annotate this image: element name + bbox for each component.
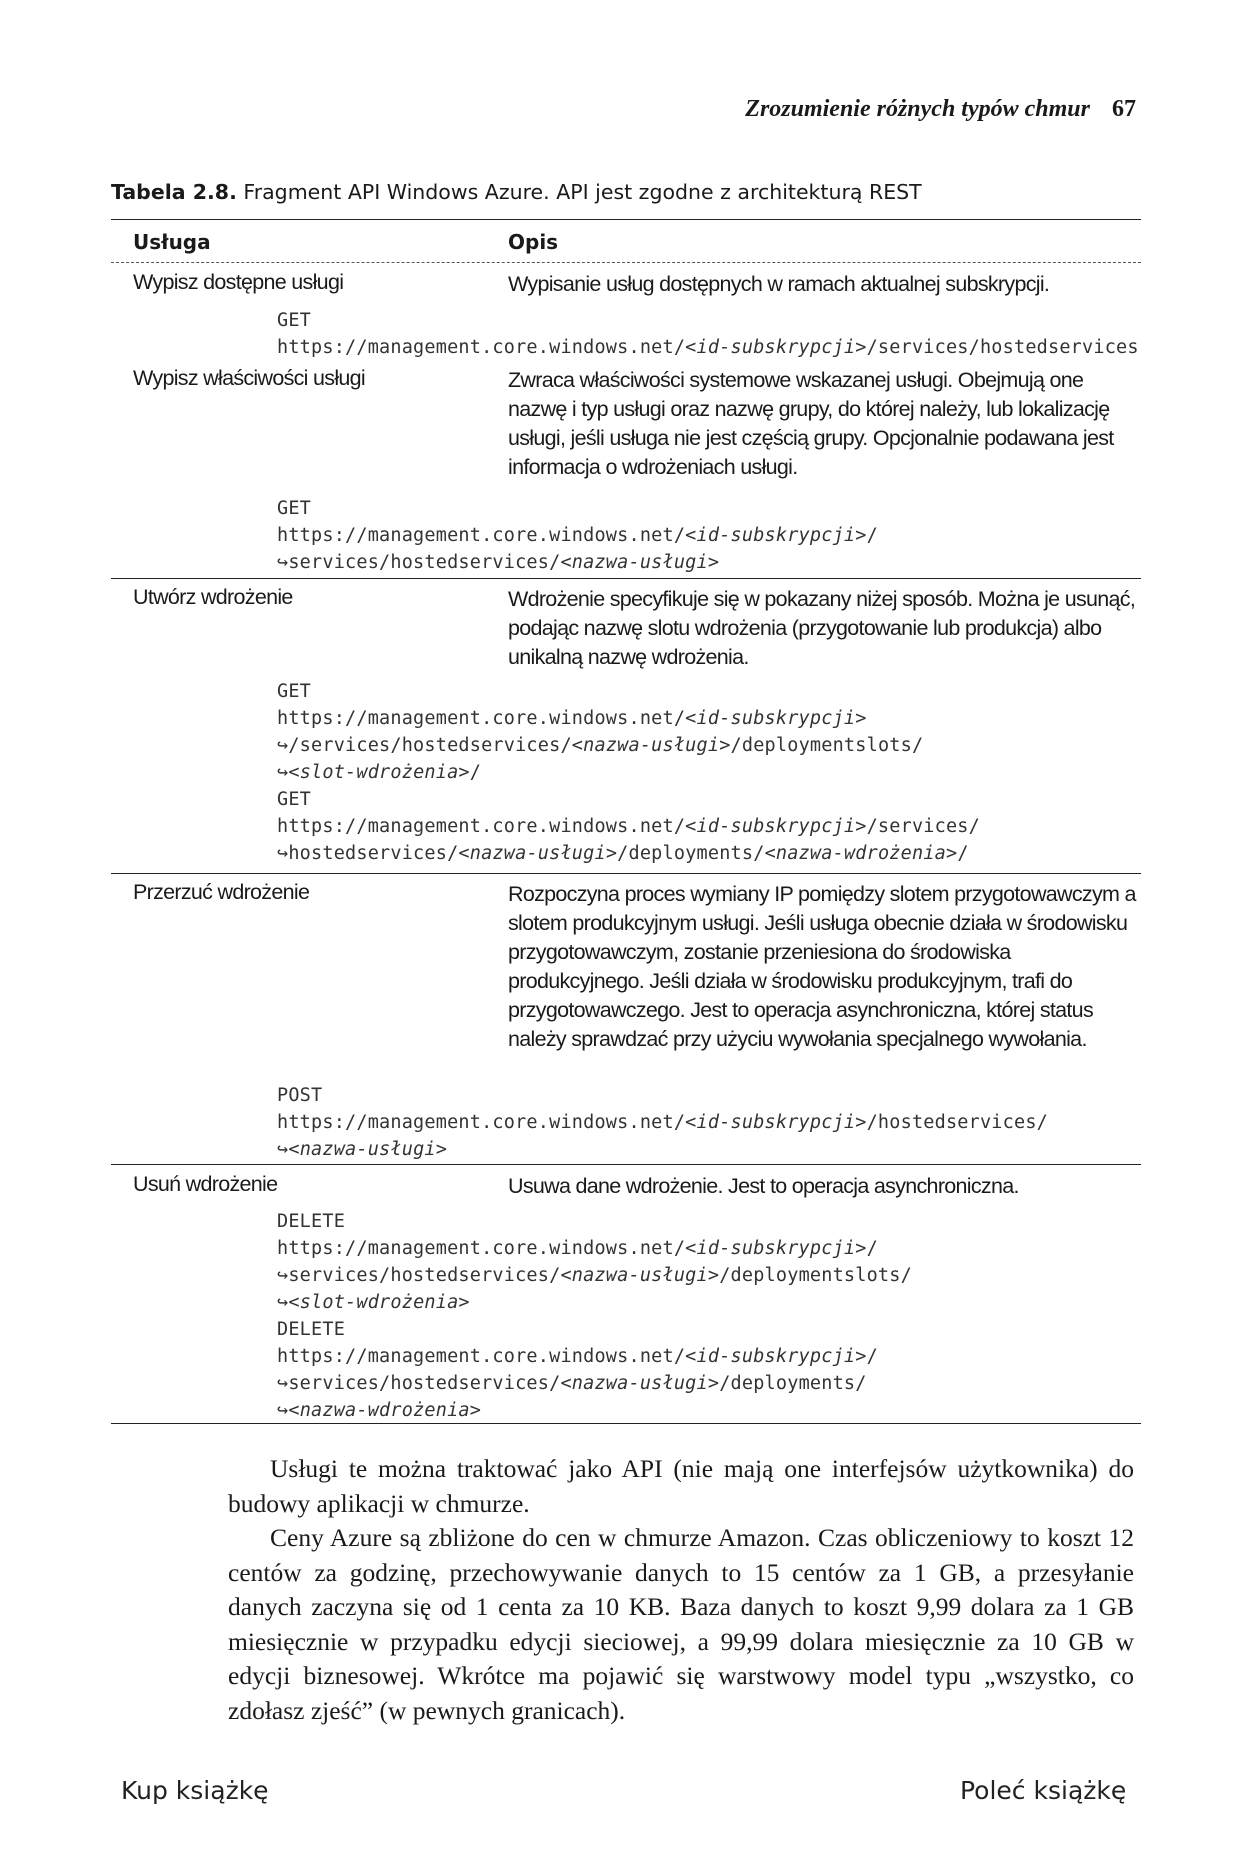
row-divider <box>111 578 1141 579</box>
service-name: Przerzuć wdrożenie <box>133 880 310 904</box>
table-bottom-rule <box>111 1423 1141 1424</box>
recommend-book-link[interactable]: Poleć książkę <box>960 1776 1127 1805</box>
table-caption <box>111 180 1141 204</box>
row-divider <box>111 1164 1141 1165</box>
buy-book-link[interactable]: Kup książkę <box>121 1776 269 1805</box>
column-header-description: Opis <box>508 230 559 254</box>
code-line: GET <box>277 310 312 331</box>
code-block <box>277 678 980 867</box>
table-header-rule <box>111 262 1141 263</box>
code-block <box>277 1082 1048 1163</box>
code-line: ↪services/hostedservices/<nazwa-usługi> <box>277 552 720 573</box>
code-line: ↪hostedservices/<nazwa-usługi>/deployments/<nazwa-wdrożenia>/ <box>277 843 969 864</box>
paragraph: Ceny Azure są zbliżone do cen w chmurze Amazon. Czas obliczeniowy to koszt 12 centów za godzinę, przechowywanie danych to 15 centów za 1 GB, a przesyłanie danych zaczyna się od 1 centa za 10 KB. Baza danych to koszt 9,99 dolara za 1 GB miesięcznie w przypadku edycji sieciowej, a 99,99 dolara miesięcznie za 10 GB w edycji biznesowej. Wkrótce ma pojawić się warstwowy model typu „wszystko, co zdołasz zjeść” (w pewnych granicach). <box>228 1523 1134 1725</box>
service-name: Wypisz dostępne usługi <box>133 270 344 294</box>
code-line: ↪<slot-wdrożenia>/ <box>277 762 482 783</box>
code-block <box>277 307 1139 361</box>
code-line: https://management.core.windows.net/<id-subskrypcji>/hostedservices/ <box>277 1112 1049 1133</box>
code-block <box>277 495 878 576</box>
code-line: https://management.core.windows.net/<id-subskrypcji>/services/hostedservices <box>277 337 1139 358</box>
service-name: Utwórz wdrożenie <box>133 585 293 609</box>
code-line: ↪<nazwa-usługi> <box>277 1139 448 1160</box>
body-text <box>228 1452 1134 1728</box>
code-line: https://management.core.windows.net/<id-subskrypcji>/ <box>277 1346 878 1367</box>
code-line: DELETE <box>277 1211 346 1232</box>
code-line: https://management.core.windows.net/<id-subskrypcji>/ <box>277 1238 878 1259</box>
service-description: Usuwa dane wdrożenie. Jest to operacja asynchroniczna. <box>508 1174 1019 1198</box>
service-description: Rozpoczyna proces wymiany IP pomiędzy slotem przygotowawczym a slotem produkcyjnym usługi. Jeśli usługa obecnie działa w środowisku przygotowawczym, zostanie przeniesiona do środowiska produkcyjnego. Jeśli działa w środowisku produkcyjnym, trafi do przygotowawczego. Jest to operacja asynchroniczna, której status należy sprawdzać przy użyciu wywołania specjalnego wywołania. <box>508 882 1136 1051</box>
service-name: Wypisz właściwości usługi <box>133 366 366 390</box>
code-line: https://management.core.windows.net/<id-subskrypcji>/services/ <box>277 816 980 837</box>
code-block <box>277 1208 912 1424</box>
code-line: https://management.core.windows.net/<id-subskrypcji>/ <box>277 525 878 546</box>
paragraph: Usługi te można traktować jako API (nie mają one interfejsów użytkownika) do budowy aplikacji w chmurze. <box>228 1454 1134 1518</box>
service-description: Zwraca właściwości systemowe wskazanej usługi. Obejmują one nazwę i typ usługi oraz nazwę grupy, do której należy, lub lokalizację usługi, jeśli usługa nie jest częścią grupy. Opcjonalnie podawana jest informacja o wdrożeniach usługi. <box>508 368 1114 479</box>
page-number: 67 <box>1112 96 1136 122</box>
code-line: DELETE <box>277 1319 346 1340</box>
code-line: ↪/services/hostedservices/<nazwa-usługi>/deploymentslots/ <box>277 735 924 756</box>
code-line: GET <box>277 498 312 519</box>
code-line: ↪services/hostedservices/<nazwa-usługi>/deploymentslots/ <box>277 1265 912 1286</box>
table-caption-label: Tabela 2.8. <box>111 180 237 204</box>
code-line: GET <box>277 789 312 810</box>
code-line: ↪<nazwa-wdrożenia> <box>277 1400 482 1421</box>
code-line: POST <box>277 1085 323 1106</box>
table-top-rule <box>111 219 1141 220</box>
service-name: Usuń wdrożenie <box>133 1172 278 1196</box>
code-line: ↪services/hostedservices/<nazwa-usługi>/deployments/ <box>277 1373 867 1394</box>
service-description: Wdrożenie specyfikuje się w pokazany niżej sposób. Można je usunąć, podając nazwę slotu wdrożenia (przygotowanie lub produkcja) albo unikalną nazwę wdrożenia. <box>508 587 1136 669</box>
code-line: ↪<slot-wdrożenia> <box>277 1292 470 1313</box>
column-header-service: Usługa <box>133 230 211 254</box>
code-line: GET <box>277 681 312 702</box>
running-title: Zrozumienie różnych typów chmur <box>745 96 1090 122</box>
service-description: Wypisanie usług dostępnych w ramach aktualnej subskrypcji. <box>508 272 1050 296</box>
code-line: https://management.core.windows.net/<id-subskrypcji> <box>277 708 867 729</box>
row-divider <box>111 873 1141 874</box>
table-caption-text: Fragment API Windows Azure. API jest zgodne z architekturą REST <box>243 180 922 204</box>
